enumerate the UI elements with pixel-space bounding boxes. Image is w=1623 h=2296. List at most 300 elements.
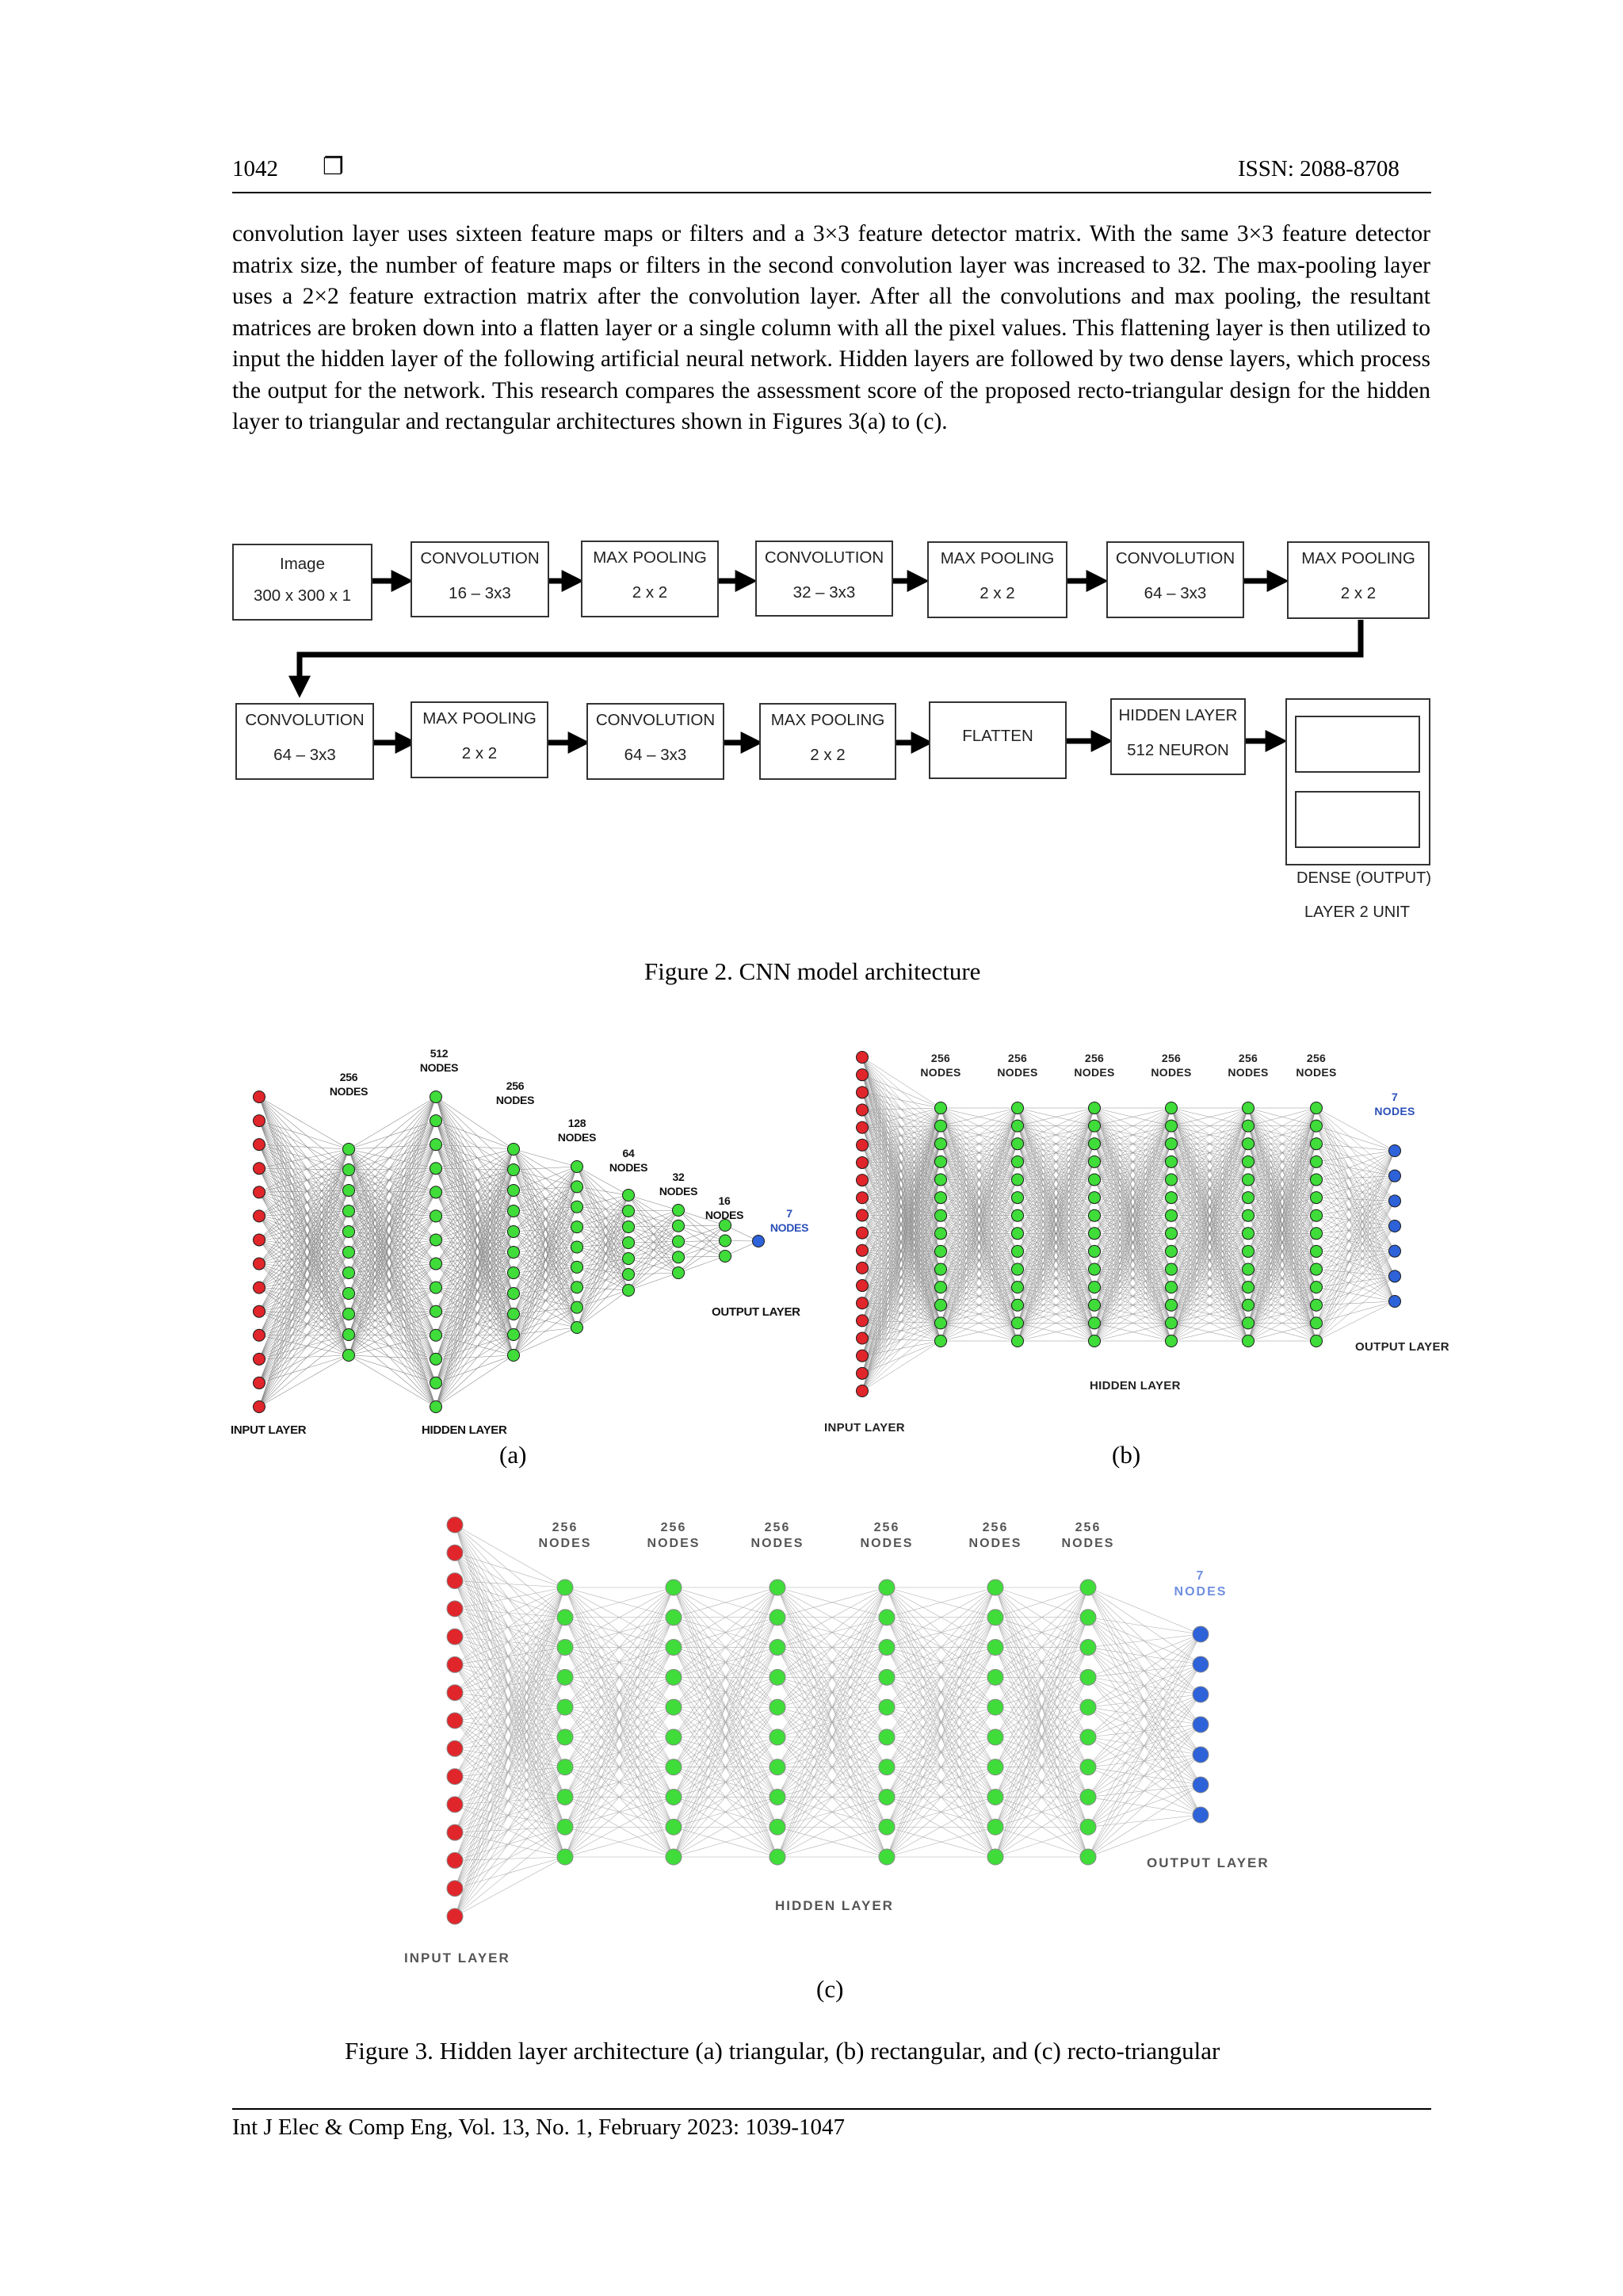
hidden-layer-nodes bbox=[571, 1161, 583, 1334]
hidden-node bbox=[430, 1329, 442, 1341]
input-layer-label: INPUT LAYER bbox=[824, 1421, 905, 1435]
input-node bbox=[857, 1104, 869, 1116]
hidden-node bbox=[935, 1192, 947, 1204]
hidden-node bbox=[987, 1610, 1003, 1626]
hidden-node bbox=[1089, 1192, 1101, 1204]
hidden-node bbox=[1166, 1245, 1178, 1257]
hidden-node bbox=[430, 1282, 442, 1293]
node-count-unit: NODES bbox=[750, 1537, 804, 1550]
hidden-node bbox=[1166, 1228, 1178, 1240]
hidden-node bbox=[1311, 1102, 1323, 1114]
hidden-node bbox=[1166, 1138, 1178, 1150]
node-count-unit: NODES bbox=[647, 1537, 701, 1550]
hidden-node bbox=[1012, 1335, 1024, 1347]
hidden-node bbox=[1243, 1335, 1254, 1347]
hidden-layer-nodes bbox=[1166, 1102, 1178, 1347]
hidden-node bbox=[1243, 1174, 1254, 1186]
cnn-block-flatten: FLATTEN bbox=[929, 701, 1067, 779]
hidden-node bbox=[557, 1610, 573, 1626]
node-count-label: 64 bbox=[622, 1147, 635, 1159]
hidden-node bbox=[1089, 1120, 1101, 1132]
hidden-node bbox=[1080, 1789, 1096, 1805]
hidden-node bbox=[673, 1220, 685, 1232]
figure3c-network bbox=[396, 1498, 1300, 1981]
output-layer-label: OUTPUT LAYER bbox=[1147, 1855, 1270, 1870]
hidden-node bbox=[1166, 1192, 1178, 1204]
hidden-node bbox=[571, 1282, 583, 1293]
hidden-node bbox=[557, 1789, 573, 1805]
hidden-node bbox=[343, 1308, 355, 1320]
hidden-node bbox=[1166, 1299, 1178, 1311]
input-node bbox=[447, 1545, 463, 1561]
hidden-node bbox=[1080, 1729, 1096, 1745]
input-node bbox=[857, 1175, 869, 1186]
input-node bbox=[254, 1210, 265, 1222]
hidden-node bbox=[673, 1236, 685, 1247]
hidden-node bbox=[879, 1729, 895, 1745]
node-count-unit: NODES bbox=[1151, 1066, 1192, 1079]
hidden-node bbox=[430, 1210, 442, 1222]
input-node bbox=[857, 1315, 869, 1327]
hidden-node bbox=[1166, 1156, 1178, 1167]
cnn-block-conv1: CONVOLUTION 16 – 3x3 bbox=[411, 541, 549, 617]
hidden-node bbox=[987, 1669, 1003, 1685]
input-node bbox=[254, 1377, 265, 1389]
hidden-node bbox=[987, 1640, 1003, 1656]
hidden-node bbox=[557, 1849, 573, 1865]
hidden-node bbox=[769, 1729, 785, 1745]
hidden-node bbox=[879, 1819, 895, 1835]
hidden-node bbox=[879, 1759, 895, 1775]
input-node bbox=[254, 1115, 265, 1127]
hidden-node bbox=[879, 1669, 895, 1685]
hidden-node bbox=[935, 1317, 947, 1329]
hidden-node bbox=[1089, 1102, 1101, 1114]
figure3a-label: (a) bbox=[499, 1441, 527, 1469]
hidden-node bbox=[720, 1235, 731, 1247]
node-count-unit: NODES bbox=[968, 1537, 1022, 1550]
hidden-node bbox=[935, 1335, 947, 1347]
input-node bbox=[447, 1685, 463, 1701]
input-node bbox=[857, 1262, 869, 1274]
hidden-node bbox=[1243, 1228, 1254, 1240]
hidden-node bbox=[430, 1377, 442, 1389]
input-node bbox=[447, 1797, 463, 1813]
hidden-node bbox=[430, 1258, 442, 1270]
hidden-node bbox=[343, 1164, 355, 1176]
node-count-unit: NODES bbox=[495, 1094, 535, 1106]
hidden-node bbox=[1089, 1174, 1101, 1186]
hidden-node bbox=[1243, 1282, 1254, 1293]
node-count-label: 7 bbox=[786, 1207, 792, 1220]
hidden-node bbox=[1311, 1192, 1323, 1204]
hidden-node bbox=[1311, 1335, 1323, 1347]
hidden-node bbox=[343, 1226, 355, 1238]
hidden-node bbox=[673, 1251, 685, 1263]
hidden-node bbox=[571, 1261, 583, 1273]
node-count-unit: NODES bbox=[538, 1537, 592, 1550]
hidden-node bbox=[1166, 1209, 1178, 1221]
hidden-node bbox=[666, 1699, 682, 1715]
hidden-node bbox=[769, 1849, 785, 1865]
node-count-unit: NODES bbox=[769, 1221, 809, 1234]
hidden-node bbox=[1311, 1299, 1323, 1311]
input-node bbox=[857, 1121, 869, 1133]
hidden-node bbox=[879, 1849, 895, 1865]
hidden-node bbox=[1012, 1156, 1024, 1167]
hidden-node bbox=[623, 1253, 635, 1265]
hidden-node bbox=[935, 1209, 947, 1221]
node-count-unit: NODES bbox=[1174, 1585, 1228, 1599]
input-node bbox=[254, 1186, 265, 1198]
hidden-node bbox=[1311, 1138, 1323, 1150]
hidden-node bbox=[1243, 1299, 1254, 1311]
hidden-node bbox=[343, 1205, 355, 1217]
hidden-node bbox=[508, 1329, 520, 1341]
cnn-block-pool4: MAX POOLING 2 x 2 bbox=[411, 701, 548, 778]
input-node bbox=[254, 1163, 265, 1175]
hidden-node bbox=[769, 1819, 785, 1835]
hidden-node bbox=[1311, 1282, 1323, 1293]
output-layer-nodes bbox=[753, 1236, 765, 1247]
hidden-node bbox=[571, 1301, 583, 1313]
node-count-unit: NODES bbox=[329, 1085, 369, 1098]
hidden-node bbox=[1089, 1228, 1101, 1240]
input-node bbox=[254, 1305, 265, 1317]
cnn-block-conv4: CONVOLUTION 64 – 3x3 bbox=[235, 703, 374, 780]
hidden-node bbox=[666, 1789, 682, 1805]
node-count-label: 256 bbox=[982, 1521, 1009, 1534]
node-count-unit: NODES bbox=[1228, 1066, 1269, 1079]
hidden-node bbox=[430, 1305, 442, 1317]
output-layer-label: OUTPUT LAYER bbox=[712, 1305, 800, 1319]
hidden-node bbox=[879, 1699, 895, 1715]
hidden-node bbox=[1243, 1156, 1254, 1167]
hidden-node bbox=[1166, 1120, 1178, 1132]
hidden-node bbox=[430, 1091, 442, 1103]
hidden-node bbox=[1243, 1209, 1254, 1221]
hidden-node bbox=[1012, 1263, 1024, 1275]
body-paragraph: convolution layer uses sixteen feature maps or filters and a 3×3 feature detector matrix. With the same 3×3 feature detector matrix size, the number of feature maps or filters in the second convolution layer was increased to 32. The max-pooling layer uses a 2×2 feature extraction matrix after the convolution layer. After all the convolutions and max pooling, the resultant matrices are broken down into a flatten layer or a single column with all the pixel values. This flattening layer is then utilized to input the hidden layer of the following artificial neural network. Hidden layers are followed by two dense layers, which process the output for the network. This research compares the assessment score of the proposed recto-triangular design for the hidden layer to triangular and rectangular architectures shown in Figures 3(a) to (c). bbox=[232, 221, 1430, 434]
hidden-node bbox=[430, 1353, 442, 1365]
input-node bbox=[857, 1367, 869, 1379]
input-node bbox=[857, 1156, 869, 1168]
hidden-node bbox=[508, 1247, 520, 1259]
input-node bbox=[447, 1852, 463, 1868]
hidden-node bbox=[430, 1139, 442, 1151]
hidden-node bbox=[987, 1759, 1003, 1775]
output-node bbox=[1193, 1747, 1209, 1763]
output-node bbox=[1389, 1270, 1401, 1282]
node-count-unit: NODES bbox=[920, 1066, 961, 1079]
figure3b-network bbox=[816, 1038, 1450, 1435]
hidden-node bbox=[1311, 1209, 1323, 1221]
output-node bbox=[1389, 1221, 1401, 1232]
hidden-layer-nodes bbox=[987, 1580, 1003, 1865]
hidden-node bbox=[1243, 1138, 1254, 1150]
hidden-node bbox=[720, 1251, 731, 1263]
hidden-layer-nodes bbox=[557, 1580, 573, 1865]
dense-label-1: DENSE (OUTPUT) bbox=[1296, 869, 1431, 887]
dense-unit bbox=[1295, 791, 1420, 848]
hidden-node bbox=[623, 1205, 635, 1217]
hidden-node bbox=[879, 1640, 895, 1656]
hidden-node bbox=[1089, 1156, 1101, 1167]
hidden-node bbox=[343, 1350, 355, 1362]
hidden-node bbox=[987, 1580, 1003, 1595]
node-count-label: 256 bbox=[930, 1052, 951, 1064]
hidden-node bbox=[430, 1234, 442, 1246]
cnn-block-pool5: MAX POOLING 2 x 2 bbox=[759, 703, 896, 780]
hidden-node bbox=[508, 1350, 520, 1362]
hidden-node bbox=[557, 1759, 573, 1775]
hidden-node bbox=[623, 1221, 635, 1233]
hidden-node bbox=[673, 1205, 685, 1217]
hidden-node bbox=[1012, 1299, 1024, 1311]
node-count-label: 128 bbox=[567, 1117, 586, 1129]
hidden-layer-label: HIDDEN LAYER bbox=[1090, 1379, 1181, 1392]
node-count-unit: NODES bbox=[1374, 1105, 1415, 1117]
input-node bbox=[254, 1353, 265, 1365]
input-node bbox=[857, 1209, 869, 1221]
hidden-node bbox=[666, 1669, 682, 1685]
input-node bbox=[447, 1740, 463, 1756]
hidden-node bbox=[430, 1186, 442, 1198]
hidden-node bbox=[1243, 1102, 1254, 1114]
hidden-node bbox=[1012, 1317, 1024, 1329]
hidden-node bbox=[1089, 1335, 1101, 1347]
output-node bbox=[1389, 1145, 1401, 1157]
hidden-node bbox=[666, 1819, 682, 1835]
node-count-label: 256 bbox=[1306, 1052, 1327, 1064]
header-box-icon: ❐ bbox=[323, 153, 344, 181]
node-count-unit: NODES bbox=[557, 1131, 597, 1144]
hidden-node bbox=[1166, 1317, 1178, 1329]
input-node bbox=[447, 1517, 463, 1533]
hidden-node bbox=[508, 1144, 520, 1156]
hidden-node bbox=[1311, 1245, 1323, 1257]
node-count-unit: NODES bbox=[860, 1537, 914, 1550]
node-count-label: 32 bbox=[672, 1171, 685, 1183]
hidden-node bbox=[1166, 1102, 1178, 1114]
hidden-node bbox=[1311, 1156, 1323, 1167]
input-node bbox=[857, 1139, 869, 1151]
input-node bbox=[447, 1573, 463, 1589]
hidden-node bbox=[557, 1580, 573, 1595]
hidden-node bbox=[935, 1156, 947, 1167]
output-node bbox=[1193, 1777, 1209, 1793]
hidden-node bbox=[571, 1322, 583, 1334]
input-node bbox=[857, 1385, 869, 1397]
cnn-block-pool2: MAX POOLING 2 x 2 bbox=[927, 541, 1067, 618]
figure2-caption: Figure 2. CNN model architecture bbox=[644, 957, 981, 985]
hidden-node bbox=[769, 1759, 785, 1775]
hidden-node bbox=[879, 1789, 895, 1805]
output-layer-nodes bbox=[1389, 1145, 1401, 1308]
hidden-node bbox=[557, 1640, 573, 1656]
hidden-node bbox=[666, 1849, 682, 1865]
cnn-block-dense bbox=[1285, 698, 1430, 865]
node-count-label: 512 bbox=[430, 1047, 449, 1060]
node-count-unit: NODES bbox=[1074, 1066, 1115, 1079]
hidden-node bbox=[935, 1299, 947, 1311]
output-node bbox=[1193, 1717, 1209, 1733]
output-node bbox=[1389, 1245, 1401, 1257]
hidden-layer-nodes bbox=[1089, 1102, 1101, 1347]
hidden-node bbox=[571, 1181, 583, 1193]
hidden-node bbox=[623, 1237, 635, 1249]
hidden-node bbox=[1080, 1699, 1096, 1715]
hidden-node bbox=[935, 1138, 947, 1150]
hidden-node bbox=[508, 1288, 520, 1300]
hidden-node bbox=[1311, 1174, 1323, 1186]
connector-arrow bbox=[300, 620, 1361, 688]
hidden-node bbox=[1080, 1610, 1096, 1626]
hidden-layer-nodes bbox=[720, 1220, 731, 1263]
output-node bbox=[1193, 1626, 1209, 1642]
node-count-unit: NODES bbox=[997, 1066, 1038, 1079]
node-count-unit: NODES bbox=[1061, 1537, 1115, 1550]
hidden-node bbox=[769, 1669, 785, 1685]
node-count-label: 256 bbox=[1238, 1052, 1258, 1064]
node-count-unit: NODES bbox=[609, 1161, 648, 1174]
hidden-node bbox=[769, 1580, 785, 1595]
hidden-node bbox=[673, 1267, 685, 1279]
hidden-node bbox=[557, 1669, 573, 1685]
cnn-block-conv2: CONVOLUTION 32 – 3x3 bbox=[755, 541, 893, 617]
node-count-label: 256 bbox=[552, 1521, 579, 1534]
hidden-node bbox=[1166, 1263, 1178, 1275]
hidden-node bbox=[1311, 1317, 1323, 1329]
hidden-node bbox=[1012, 1138, 1024, 1150]
hidden-node bbox=[666, 1610, 682, 1626]
hidden-node bbox=[666, 1580, 682, 1595]
input-node bbox=[447, 1908, 463, 1924]
hidden-node bbox=[1311, 1120, 1323, 1132]
input-node bbox=[254, 1091, 265, 1103]
cnn-block-pool1: MAX POOLING 2 x 2 bbox=[581, 541, 719, 617]
hidden-node bbox=[557, 1819, 573, 1835]
hidden-node bbox=[987, 1819, 1003, 1835]
node-count-unit: NODES bbox=[659, 1185, 698, 1198]
hidden-node bbox=[571, 1241, 583, 1253]
hidden-node bbox=[769, 1610, 785, 1626]
input-node bbox=[447, 1601, 463, 1617]
hidden-layer-nodes bbox=[1080, 1580, 1096, 1865]
hidden-node bbox=[508, 1164, 520, 1176]
hidden-node bbox=[1166, 1174, 1178, 1186]
hidden-node bbox=[623, 1269, 635, 1281]
hidden-node bbox=[557, 1729, 573, 1745]
output-node bbox=[1193, 1656, 1209, 1672]
hidden-node bbox=[1311, 1263, 1323, 1275]
input-node bbox=[857, 1087, 869, 1098]
hidden-node bbox=[1089, 1138, 1101, 1150]
hidden-node bbox=[1089, 1209, 1101, 1221]
hidden-node bbox=[1012, 1209, 1024, 1221]
hidden-node bbox=[508, 1267, 520, 1279]
hidden-node bbox=[508, 1205, 520, 1217]
hidden-node bbox=[1089, 1282, 1101, 1293]
hidden-node bbox=[1012, 1102, 1024, 1114]
hidden-node bbox=[769, 1640, 785, 1656]
hidden-node bbox=[769, 1699, 785, 1715]
figure3a-network bbox=[222, 1038, 824, 1450]
hidden-node bbox=[1012, 1228, 1024, 1240]
hidden-node bbox=[935, 1174, 947, 1186]
hidden-node bbox=[935, 1245, 947, 1257]
hidden-node bbox=[623, 1190, 635, 1201]
hidden-node bbox=[623, 1285, 635, 1297]
hidden-node bbox=[508, 1226, 520, 1238]
output-layer-label: OUTPUT LAYER bbox=[1355, 1340, 1449, 1354]
input-node bbox=[857, 1244, 869, 1256]
dense-label-2: LAYER 2 UNIT bbox=[1304, 904, 1410, 921]
input-layer-label: INPUT LAYER bbox=[404, 1950, 510, 1966]
hidden-layer-nodes bbox=[1012, 1102, 1024, 1347]
hidden-node bbox=[430, 1163, 442, 1175]
input-node bbox=[254, 1329, 265, 1341]
input-node bbox=[857, 1332, 869, 1344]
output-layer-nodes bbox=[1193, 1626, 1209, 1823]
node-count-unit: NODES bbox=[419, 1061, 459, 1074]
figure3c-label: (c) bbox=[816, 1975, 844, 2003]
hidden-layer-label: HIDDEN LAYER bbox=[422, 1423, 507, 1437]
input-node bbox=[254, 1234, 265, 1246]
input-node bbox=[447, 1713, 463, 1729]
output-node bbox=[1389, 1296, 1401, 1308]
input-node bbox=[447, 1629, 463, 1645]
hidden-node bbox=[571, 1161, 583, 1173]
input-layer-label: INPUT LAYER bbox=[231, 1423, 307, 1437]
input-node bbox=[254, 1139, 265, 1151]
cnn-block-conv5: CONVOLUTION 64 – 3x3 bbox=[586, 703, 724, 780]
input-node bbox=[254, 1282, 265, 1293]
output-node bbox=[1193, 1807, 1209, 1823]
input-node bbox=[857, 1350, 869, 1362]
node-count-label: 256 bbox=[1007, 1052, 1028, 1064]
node-count-label: 256 bbox=[873, 1521, 900, 1534]
hidden-node bbox=[1166, 1282, 1178, 1293]
input-node bbox=[857, 1280, 869, 1292]
input-node bbox=[857, 1192, 869, 1204]
hidden-node bbox=[343, 1185, 355, 1197]
hidden-node bbox=[666, 1729, 682, 1745]
hidden-node bbox=[1012, 1174, 1024, 1186]
hidden-node bbox=[935, 1120, 947, 1132]
hidden-node bbox=[1080, 1580, 1096, 1595]
input-node bbox=[857, 1297, 869, 1309]
hidden-node bbox=[343, 1247, 355, 1259]
node-count-label: 256 bbox=[764, 1521, 791, 1534]
hidden-node bbox=[1243, 1245, 1254, 1257]
page-number: 1042 bbox=[232, 156, 278, 181]
output-node bbox=[1389, 1170, 1401, 1182]
hidden-node bbox=[1012, 1120, 1024, 1132]
hidden-layer-nodes bbox=[666, 1580, 682, 1865]
input-node bbox=[447, 1769, 463, 1785]
hidden-node bbox=[1243, 1317, 1254, 1329]
cnn-block-pool3: MAX POOLING 2 x 2 bbox=[1287, 541, 1430, 619]
output-node bbox=[1389, 1195, 1401, 1207]
input-node bbox=[447, 1656, 463, 1672]
input-node bbox=[857, 1069, 869, 1081]
hidden-node bbox=[1243, 1263, 1254, 1275]
figure3-caption: Figure 3. Hidden layer architecture (a) triangular, (b) rectangular, and (c) recto-triangular bbox=[345, 2037, 1220, 2065]
input-node bbox=[447, 1824, 463, 1840]
hidden-node bbox=[1080, 1819, 1096, 1835]
hidden-node bbox=[1012, 1192, 1024, 1204]
